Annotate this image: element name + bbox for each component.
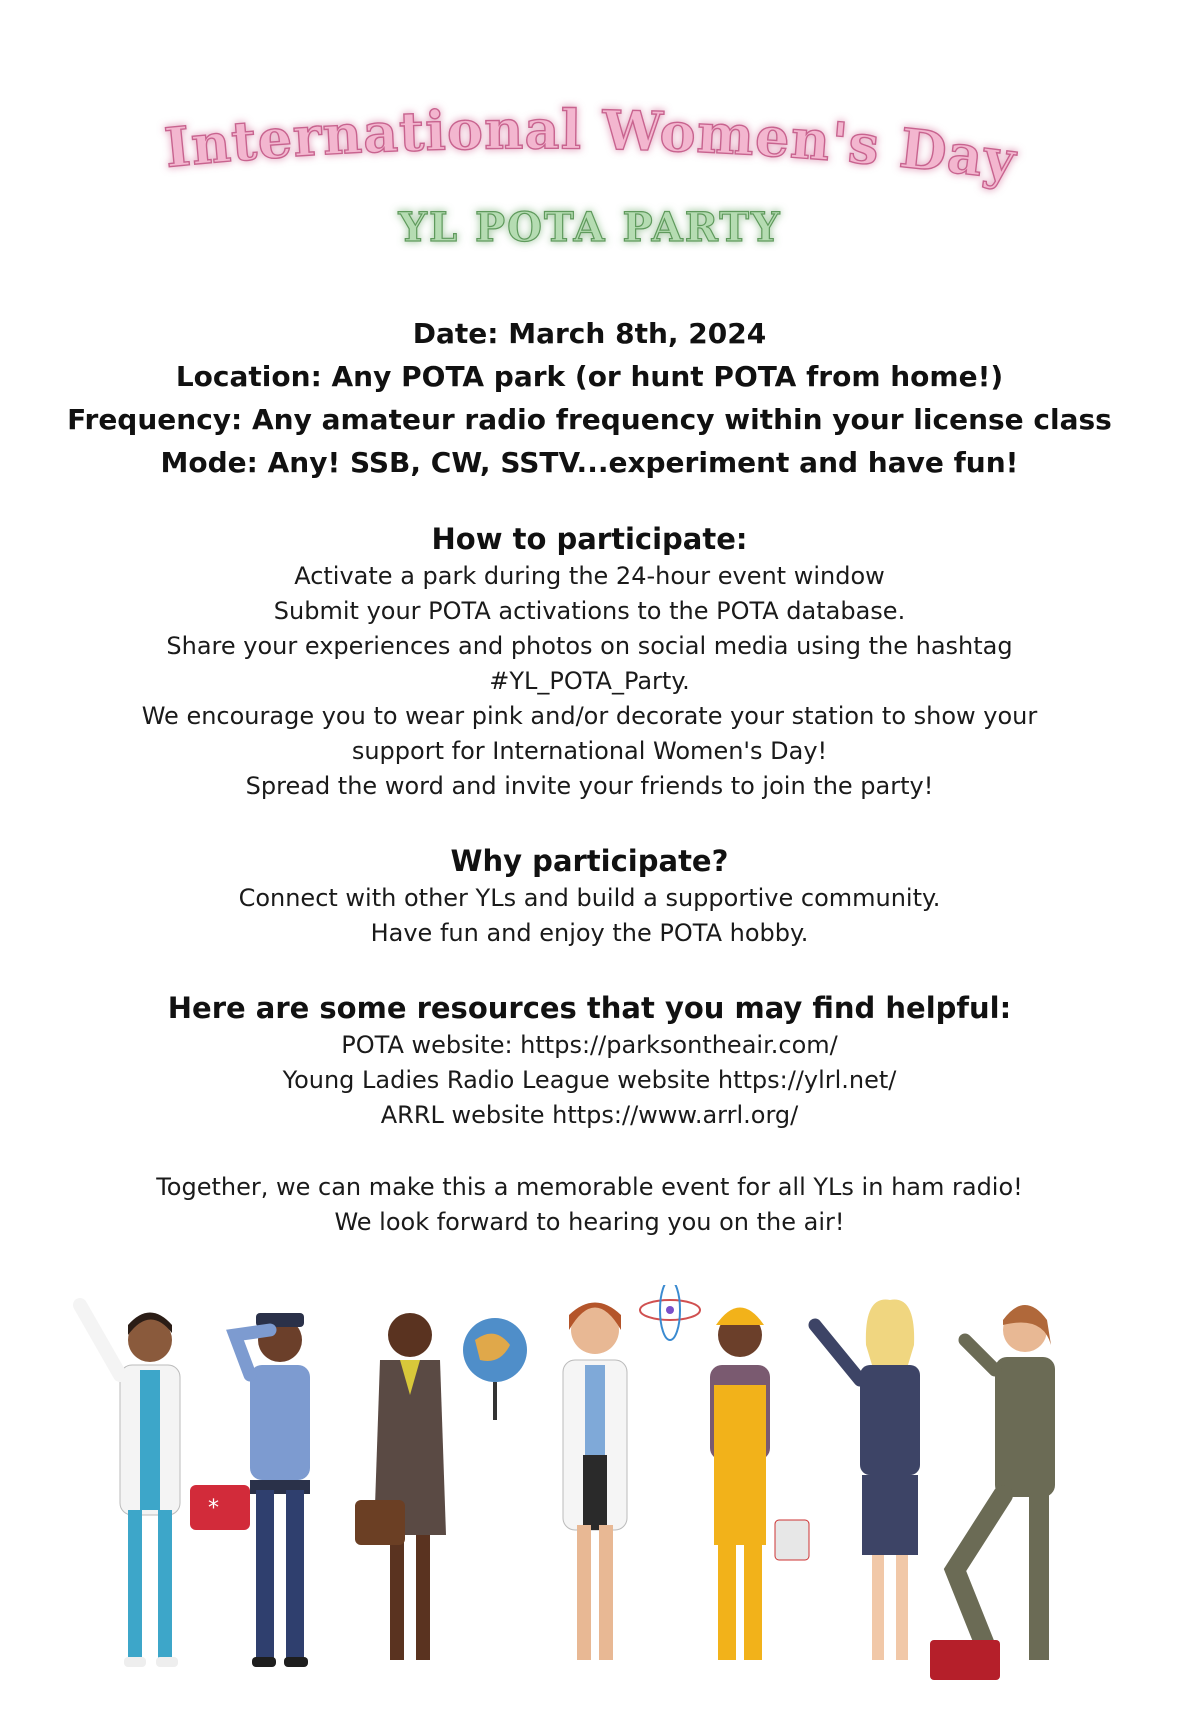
poster-title bbox=[0, 95, 1179, 275]
how-line: Activate a park during the 24-hour event window bbox=[294, 562, 885, 590]
closing-line: We look forward to hearing you on the air! bbox=[334, 1208, 845, 1236]
closing-line: Together, we can make this a memorable event for all YLs in ham radio! bbox=[156, 1173, 1023, 1201]
how-line: Spread the word and invite your friends to join the party! bbox=[245, 772, 934, 800]
frequency-line: Frequency: Any amateur radio frequency within your license class bbox=[67, 403, 1112, 436]
closing-section bbox=[0, 1170, 1179, 1240]
resource-line: POTA website: https://parksontheair.com/ bbox=[341, 1031, 838, 1059]
mode-line: Mode: Any! SSB, CW, SSTV...experiment and have fun! bbox=[160, 446, 1019, 479]
title-line2: YL POTA PARTY bbox=[398, 204, 782, 251]
businesswoman-globe-figure bbox=[355, 1313, 527, 1660]
date-line: Date: March 8th, 2024 bbox=[412, 317, 767, 350]
doctor-figure bbox=[80, 1305, 250, 1667]
resource-line: Young Ladies Radio League website https://ylrl.net/ bbox=[282, 1066, 897, 1094]
women-professions-illustration bbox=[0, 1285, 1179, 1705]
title-line1: International Women's Day bbox=[161, 97, 1020, 193]
event-details bbox=[0, 312, 1179, 484]
why-line: Have fun and enjoy the POTA hobby. bbox=[370, 919, 809, 947]
location-line: Location: Any POTA park (or hunt POTA from home!) bbox=[175, 360, 1004, 393]
resources-heading: Here are some resources that you may find helpful: bbox=[167, 991, 1012, 1025]
scientist-figure bbox=[563, 1285, 700, 1660]
how-line: Submit your POTA activations to the POTA database. bbox=[273, 597, 906, 625]
resource-line: ARRL website https://www.arrl.org/ bbox=[380, 1101, 799, 1129]
how-line: #YL_POTA_Party. bbox=[489, 667, 690, 695]
why-section bbox=[0, 841, 1179, 951]
mechanic-figure bbox=[930, 1305, 1055, 1680]
title-graphic bbox=[0, 95, 1179, 275]
why-heading: Why participate? bbox=[450, 844, 729, 878]
resources-section bbox=[0, 988, 1179, 1133]
how-line: We encourage you to wear pink and/or decorate your station to show your bbox=[141, 702, 1038, 730]
svg-text:*: * bbox=[208, 1496, 219, 1521]
worker-figure bbox=[710, 1308, 809, 1661]
how-line: support for International Women's Day! bbox=[351, 737, 828, 765]
why-line: Connect with other YLs and build a supportive community. bbox=[238, 884, 941, 912]
office-woman-figure bbox=[815, 1300, 920, 1660]
how-heading: How to participate: bbox=[431, 522, 748, 556]
how-line: Share your experiences and photos on social media using the hashtag bbox=[166, 632, 1013, 660]
how-section bbox=[0, 519, 1179, 804]
